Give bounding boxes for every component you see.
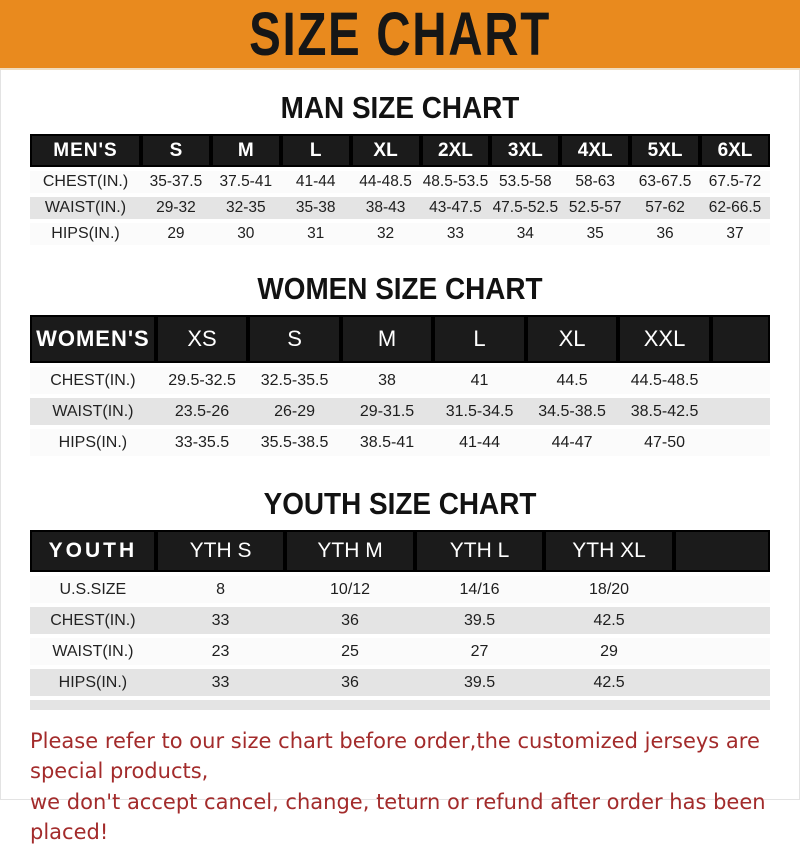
man-size-table (30, 130, 770, 249)
orange-banner (0, 0, 800, 70)
women-cell-2-5: 47-50 (618, 429, 711, 456)
youth-row-spacer-1 (674, 607, 770, 634)
men-cell-2-1: 30 (211, 223, 281, 245)
youth-size-header-2: YTH L (415, 530, 545, 572)
men-row-chestin (30, 171, 770, 193)
women-row-spacer-0 (711, 367, 770, 394)
women-row-waistin (30, 398, 770, 425)
women-row-spacer-1 (711, 398, 770, 425)
women-row-chestin (30, 367, 770, 394)
youth-row-hipsin (30, 669, 770, 696)
youth-size-chart-title: YOUTH SIZE CHART (263, 486, 537, 521)
women-row-hipsin (30, 429, 770, 456)
youth-row-label-0: U.S.SIZE (30, 576, 156, 603)
women-cell-0-3: 41 (433, 367, 526, 394)
men-cell-0-7: 63-67.5 (630, 171, 700, 193)
women-cell-0-4: 44.5 (526, 367, 619, 394)
youth-cell-0-3: 18/20 (544, 576, 674, 603)
youth-cell-3-1: 36 (285, 669, 415, 696)
women-cell-2-4: 44-47 (526, 429, 619, 456)
men-cell-1-7: 57-62 (630, 197, 700, 219)
youth-size-header-0: YTH S (156, 530, 286, 572)
men-cell-0-5: 53.5-58 (490, 171, 560, 193)
women-cell-1-0: 23.5-26 (156, 398, 249, 425)
women-cell-2-0: 33-35.5 (156, 429, 249, 456)
youth-cell-1-0: 33 (156, 607, 286, 634)
men-row-waistin (30, 197, 770, 219)
women-size-header-1: S (248, 315, 341, 363)
men-cell-1-0: 29-32 (141, 197, 211, 219)
disclaimer-line-1: Please refer to our size chart before order,the customized jerseys are special products, (30, 729, 760, 784)
women-cell-1-2: 29-31.5 (341, 398, 434, 425)
women-cell-0-2: 38 (341, 367, 434, 394)
men-size-header-4: 2XL (421, 134, 491, 167)
youth-size-header-3: YTH XL (544, 530, 674, 572)
youth-row-spacer-3 (674, 669, 770, 696)
youth-cell-3-0: 33 (156, 669, 286, 696)
women-size-chart-table (30, 311, 770, 460)
man-size-chart-title: MAN SIZE CHART (280, 90, 520, 125)
youth-cell-1-3: 42.5 (544, 607, 674, 634)
men-size-header-6: 4XL (560, 134, 630, 167)
men-size-header-5: 3XL (490, 134, 560, 167)
men-cell-0-4: 48.5-53.5 (421, 171, 491, 193)
women-size-chart-title: WOMEN SIZE CHART (257, 271, 543, 306)
youth-cell-1-1: 36 (285, 607, 415, 634)
youth-cell-0-2: 14/16 (415, 576, 545, 603)
men-row-label-1: WAIST(IN.) (30, 197, 141, 219)
men-size-header-2: L (281, 134, 351, 167)
women-size-header-5: XXL (618, 315, 711, 363)
women-row-spacer-2 (711, 429, 770, 456)
men-size-header-3: XL (351, 134, 421, 167)
men-cell-0-2: 41-44 (281, 171, 351, 193)
youth-header-spacer (674, 530, 770, 572)
women-cell-1-1: 26-29 (248, 398, 341, 425)
youth-cell-3-2: 39.5 (415, 669, 545, 696)
women-cell-1-3: 31.5-34.5 (433, 398, 526, 425)
men-cell-2-2: 31 (281, 223, 351, 245)
men-corner-label: MEN'S (30, 134, 141, 167)
men-cell-0-1: 37.5-41 (211, 171, 281, 193)
men-cell-0-0: 35-37.5 (141, 171, 211, 193)
men-row-label-2: HIPS(IN.) (30, 223, 141, 245)
youth-row-label-2: WAIST(IN.) (30, 638, 156, 665)
women-corner-label: WOMEN'S (30, 315, 156, 363)
women-cell-0-0: 29.5-32.5 (156, 367, 249, 394)
men-cell-1-5: 47.5-52.5 (490, 197, 560, 219)
women-cell-1-4: 34.5-38.5 (526, 398, 619, 425)
women-row-label-0: CHEST(IN.) (30, 367, 156, 394)
women-size-table (30, 311, 770, 460)
women-row-label-2: HIPS(IN.) (30, 429, 156, 456)
youth-table-end-strip (30, 700, 770, 710)
youth-cell-3-3: 42.5 (544, 669, 674, 696)
youth-header-row (30, 530, 770, 572)
men-cell-1-8: 62-66.5 (700, 197, 770, 219)
youth-corner-label: YOUTH (30, 530, 156, 572)
youth-row-label-1: CHEST(IN.) (30, 607, 156, 634)
disclaimer-note (30, 726, 800, 848)
women-size-header-2: M (341, 315, 434, 363)
men-size-header-0: S (141, 134, 211, 167)
men-cell-2-3: 32 (351, 223, 421, 245)
youth-row-waistin (30, 638, 770, 665)
youth-cell-0-0: 8 (156, 576, 286, 603)
women-size-header-4: XL (526, 315, 619, 363)
women-size-header-3: L (433, 315, 526, 363)
men-cell-2-0: 29 (141, 223, 211, 245)
women-cell-0-5: 44.5-48.5 (618, 367, 711, 394)
men-cell-2-6: 35 (560, 223, 630, 245)
men-cell-2-4: 33 (421, 223, 491, 245)
men-cell-1-1: 32-35 (211, 197, 281, 219)
youth-cell-2-1: 25 (285, 638, 415, 665)
men-row-hipsin (30, 223, 770, 245)
youth-size-table (30, 526, 770, 700)
men-row-label-0: CHEST(IN.) (30, 171, 141, 193)
youth-cell-2-3: 29 (544, 638, 674, 665)
youth-row-spacer-2 (674, 638, 770, 665)
youth-row-label-3: HIPS(IN.) (30, 669, 156, 696)
men-cell-1-3: 38-43 (351, 197, 421, 219)
page-title: SIZE CHART (249, 0, 551, 69)
men-cell-2-7: 36 (630, 223, 700, 245)
youth-row-ussize (30, 576, 770, 603)
men-cell-1-2: 35-38 (281, 197, 351, 219)
youth-row-spacer-0 (674, 576, 770, 603)
youth-cell-2-0: 23 (156, 638, 286, 665)
men-header-row (30, 134, 770, 167)
men-cell-1-4: 43-47.5 (421, 197, 491, 219)
men-size-header-7: 5XL (630, 134, 700, 167)
youth-size-chart-table (30, 526, 770, 700)
women-header-spacer (711, 315, 770, 363)
women-size-header-0: XS (156, 315, 249, 363)
men-cell-2-8: 37 (700, 223, 770, 245)
men-cell-2-5: 34 (490, 223, 560, 245)
youth-row-chestin (30, 607, 770, 634)
men-cell-0-6: 58-63 (560, 171, 630, 193)
men-size-header-1: M (211, 134, 281, 167)
youth-size-header-1: YTH M (285, 530, 415, 572)
men-cell-0-8: 67.5-72 (700, 171, 770, 193)
women-cell-2-3: 41-44 (433, 429, 526, 456)
women-header-row (30, 315, 770, 363)
youth-cell-2-2: 27 (415, 638, 545, 665)
youth-cell-0-1: 10/12 (285, 576, 415, 603)
men-cell-1-6: 52.5-57 (560, 197, 630, 219)
men-cell-0-3: 44-48.5 (351, 171, 421, 193)
women-cell-2-2: 38.5-41 (341, 429, 434, 456)
youth-cell-1-2: 39.5 (415, 607, 545, 634)
women-cell-0-1: 32.5-35.5 (248, 367, 341, 394)
women-row-label-1: WAIST(IN.) (30, 398, 156, 425)
women-cell-1-5: 38.5-42.5 (618, 398, 711, 425)
women-cell-2-1: 35.5-38.5 (248, 429, 341, 456)
men-size-header-8: 6XL (700, 134, 770, 167)
disclaimer-line-2: we don't accept cancel, change, teturn or refund after order has been placed! (30, 789, 766, 845)
men-size-chart-table (30, 130, 770, 249)
